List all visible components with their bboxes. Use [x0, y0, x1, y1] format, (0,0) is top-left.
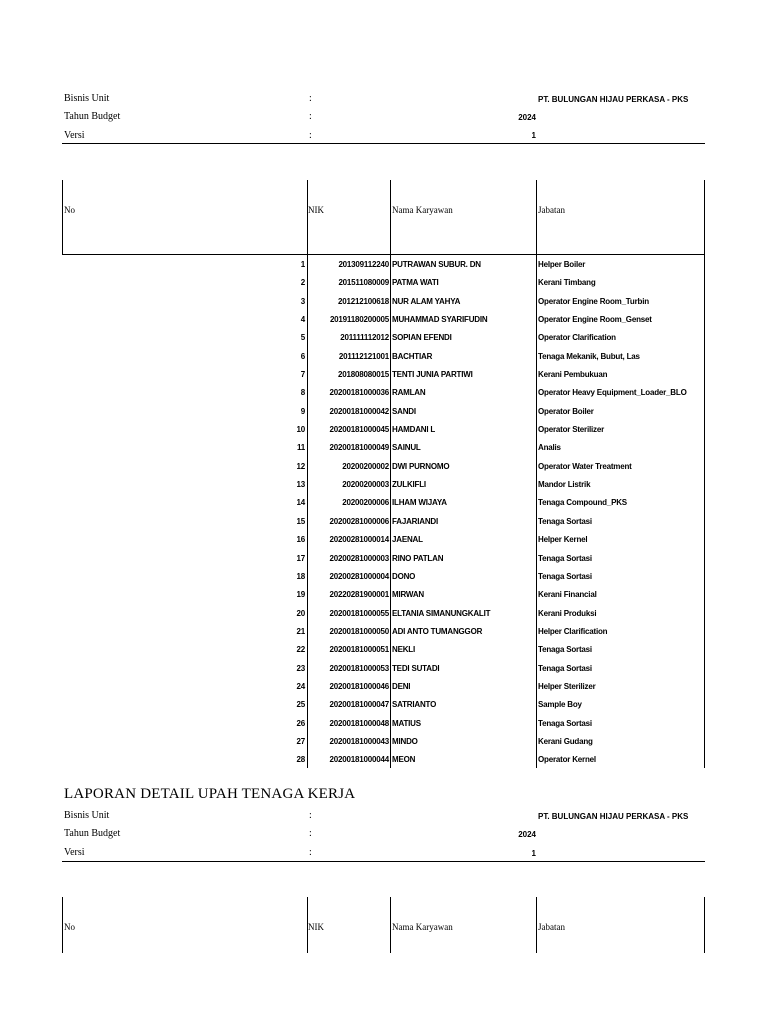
table-row: [0, 421, 768, 439]
row-nama: RINO PATLAN: [392, 553, 444, 563]
row-no: 7: [300, 370, 305, 380]
row-nik: 201309112240: [338, 260, 389, 269]
row-nama: PUTRAWAN SUBUR. DN: [392, 260, 481, 269]
table-row: [0, 660, 768, 678]
row-no: 22: [296, 645, 305, 655]
row-nama: ILHAM WIJAYA: [392, 498, 447, 508]
row-jabatan: Helper Sterilizer: [538, 681, 596, 691]
row-nama: SAINUL: [392, 443, 421, 453]
column-border: [390, 897, 391, 953]
row-nik: 20200181000051: [329, 645, 389, 655]
row-nik: 201111112012: [340, 333, 389, 343]
table-row: [0, 696, 768, 714]
row-nik: 20200181000044: [329, 755, 389, 765]
table-row: [0, 568, 768, 586]
versi-label: Versi: [64, 847, 85, 858]
row-jabatan: Mandor Listrik: [538, 480, 591, 490]
row-nik: 20200181000055: [329, 608, 389, 618]
row-jabatan: Operator Engine Room_Genset: [538, 315, 652, 325]
row-no: 24: [296, 681, 305, 691]
row-no: 23: [296, 663, 305, 673]
row-jabatan: Tenaga Sortasi: [538, 516, 592, 526]
row-nama: ADI ANTO TUMANGGOR: [392, 626, 483, 636]
column-header-jabatan: Jabatan: [538, 205, 565, 215]
table-row: [0, 311, 768, 329]
header-divider: [62, 143, 705, 144]
row-jabatan: Operator Clarification: [538, 333, 616, 343]
row-nik: 20200181000045: [329, 425, 389, 435]
company-name: PT. BULUNGAN HIJAU PERKASA - PKS: [538, 812, 689, 821]
table-row: [0, 678, 768, 696]
row-no: 19: [296, 590, 305, 600]
row-no: 18: [296, 571, 305, 581]
version-value: 1: [531, 131, 536, 140]
row-jabatan: Tenaga Sortasi: [538, 718, 592, 728]
row-nama: SOPIAN EFENDI: [392, 333, 452, 343]
colon: :: [309, 828, 312, 839]
column-header-nama: Nama Karyawan: [392, 922, 453, 932]
row-nik: 20200181000042: [329, 406, 389, 416]
colon: :: [309, 111, 312, 122]
row-nik: 20200181000046: [329, 681, 389, 691]
row-nik: 20200181000036: [329, 388, 389, 398]
bisnis-unit-label: Bisnis Unit: [64, 93, 110, 104]
column-border: [62, 180, 63, 254]
row-nik: 20200181000048: [329, 718, 389, 728]
row-jabatan: Kerani Produksi: [538, 608, 597, 618]
row-nik: 20200281000004: [329, 571, 389, 581]
row-nama: DENI: [392, 681, 411, 691]
column-header-nik: NIK: [308, 922, 324, 932]
column-header-nik: NIK: [308, 205, 324, 215]
row-no: 2: [300, 278, 305, 288]
table-row: [0, 274, 768, 292]
row-jabatan: Kerani Timbang: [538, 278, 596, 288]
row-jabatan: Operator Boiler: [538, 406, 594, 416]
row-jabatan: Operator Sterilizer: [538, 425, 605, 435]
table-row: [0, 458, 768, 476]
tahun-budget-label: Tahun Budget: [64, 111, 121, 122]
row-no: 6: [300, 351, 305, 361]
row-jabatan: Tenaga Compound_PKS: [538, 498, 627, 508]
colon: :: [309, 130, 312, 141]
row-jabatan: Operator Water Treatment: [538, 461, 632, 471]
table-row: [0, 715, 768, 733]
row-nik: 201511080009: [338, 278, 389, 288]
row-nik: 20200281000014: [329, 535, 389, 545]
employee-table: [0, 256, 768, 770]
column-header-no: No: [64, 205, 75, 215]
row-nama: TEDI SUTADI: [392, 663, 440, 673]
row-nama: NUR ALAM YAHYA: [392, 296, 461, 306]
row-nik: 20200200006: [342, 498, 389, 508]
row-nama: FAJARIANDI: [392, 516, 439, 526]
row-no: 9: [300, 406, 305, 416]
budget-year: 2024: [518, 113, 536, 122]
row-jabatan: Tenaga Sortasi: [538, 663, 592, 673]
row-nama: MIRWAN: [392, 590, 424, 600]
row-no: 20: [296, 608, 305, 618]
table-row: [0, 293, 768, 311]
row-no: 11: [296, 443, 305, 453]
row-no: 25: [296, 700, 305, 710]
table-row: [0, 623, 768, 641]
report-title: LAPORAN DETAIL UPAH TENAGA KERJA: [64, 786, 356, 802]
row-no: 21: [296, 626, 305, 636]
row-jabatan: Helper Clarification: [538, 626, 608, 636]
row-nik: 20200200003: [342, 480, 389, 490]
row-nik: 20200181000053: [329, 663, 389, 673]
row-jabatan: Tenaga Sortasi: [538, 645, 592, 655]
table-row: [0, 733, 768, 751]
row-nama: MEON: [392, 755, 416, 765]
row-jabatan: Sample Boy: [538, 700, 582, 710]
row-no: 12: [296, 461, 305, 471]
table-row: [0, 494, 768, 512]
tahun-budget-label: Tahun Budget: [64, 828, 121, 839]
row-nama: BACHTIAR: [392, 351, 433, 361]
row-no: 1: [300, 260, 305, 269]
table-row: [0, 531, 768, 549]
table-row: [0, 384, 768, 402]
table-row: [0, 366, 768, 384]
row-nama: NEKLI: [392, 645, 416, 655]
row-nama: MATIUS: [392, 718, 421, 728]
row-nama: DONO: [392, 571, 416, 581]
row-nama: SANDI: [392, 406, 416, 416]
table-row: [0, 348, 768, 366]
table-row: [0, 439, 768, 457]
row-no: 5: [300, 333, 305, 343]
row-jabatan: Helper Boiler: [538, 260, 586, 269]
row-no: 28: [296, 755, 305, 765]
row-nik: 20200281000006: [329, 516, 389, 526]
table-header-divider: [62, 254, 705, 255]
row-jabatan: Tenaga Mekanik, Bubut, Las: [538, 351, 640, 361]
table-row: [0, 513, 768, 531]
row-nama: PATMA WATI: [392, 278, 439, 288]
table-row: [0, 476, 768, 494]
row-jabatan: Operator Heavy Equipment_Loader_BLO: [538, 388, 687, 398]
row-nik: 201212100618: [338, 296, 389, 306]
row-nik: 20200181000050: [329, 626, 389, 636]
row-nama: TENTI JUNIA PARTIWI: [392, 370, 473, 380]
table-row: [0, 550, 768, 568]
table-row: [0, 403, 768, 421]
colon: :: [309, 810, 312, 821]
row-nama: JAENAL: [392, 535, 423, 545]
bisnis-unit-label: Bisnis Unit: [64, 810, 110, 821]
row-no: 17: [296, 553, 305, 563]
table-row: [0, 641, 768, 659]
header-divider: [62, 861, 705, 862]
row-jabatan: Helper Kernel: [538, 535, 588, 545]
row-jabatan: Tenaga Sortasi: [538, 553, 592, 563]
row-nik: 20200181000047: [329, 700, 389, 710]
company-name: PT. BULUNGAN HIJAU PERKASA - PKS: [538, 95, 689, 104]
column-border: [704, 897, 705, 953]
row-no: 26: [296, 718, 305, 728]
versi-label: Versi: [64, 130, 85, 141]
row-no: 8: [300, 388, 305, 398]
colon: :: [309, 93, 312, 104]
row-nik: 20200181000049: [329, 443, 389, 453]
row-no: 27: [296, 736, 305, 746]
row-nama: SATRIANTO: [392, 700, 437, 710]
table-row: [0, 329, 768, 347]
version-value: 1: [531, 849, 536, 858]
row-nama: MINDO: [392, 736, 418, 746]
row-nik: 201112121001: [338, 351, 389, 361]
row-nama: RAMLAN: [392, 388, 426, 398]
column-header-no: No: [64, 922, 75, 932]
row-nik: 20200200002: [342, 461, 389, 471]
row-nama: ELTANIA SIMANUNGKALIT: [392, 608, 491, 618]
column-border: [62, 897, 63, 953]
row-no: 16: [296, 535, 305, 545]
table-row: [0, 751, 768, 769]
row-nama: MUHAMMAD SYARIFUDIN: [392, 315, 488, 325]
row-no: 14: [296, 498, 305, 508]
row-jabatan: Kerani Financial: [538, 590, 597, 600]
table-row: [0, 605, 768, 623]
row-no: 15: [296, 516, 305, 526]
row-nik: 20191180200005: [329, 315, 389, 325]
budget-year: 2024: [518, 830, 536, 839]
row-nik: 20200181000043: [329, 736, 389, 746]
row-jabatan: Kerani Pembukuan: [538, 370, 608, 380]
column-header-jabatan: Jabatan: [538, 922, 565, 932]
row-no: 13: [296, 480, 305, 490]
row-no: 10: [296, 425, 305, 435]
row-nama: HAMDANI L: [392, 425, 436, 435]
table-row: [0, 256, 768, 274]
row-nama: ZULKIFLI: [392, 480, 426, 490]
table-row: [0, 586, 768, 604]
row-no: 3: [300, 296, 305, 306]
row-nik: 201808080015: [338, 370, 389, 380]
column-border: [536, 897, 537, 953]
row-jabatan: Analis: [538, 443, 561, 453]
row-jabatan: Operator Engine Room_Turbin: [538, 296, 649, 306]
row-nik: 20220281900001: [329, 590, 389, 600]
row-jabatan: Operator Kernel: [538, 755, 596, 765]
colon: :: [309, 847, 312, 858]
row-nik: 20200281000003: [329, 553, 389, 563]
row-jabatan: Kerani Gudang: [538, 736, 593, 746]
row-jabatan: Tenaga Sortasi: [538, 571, 592, 581]
row-nama: DWI PURNOMO: [392, 461, 450, 471]
column-header-nama: Nama Karyawan: [392, 205, 453, 215]
row-no: 4: [300, 315, 305, 325]
